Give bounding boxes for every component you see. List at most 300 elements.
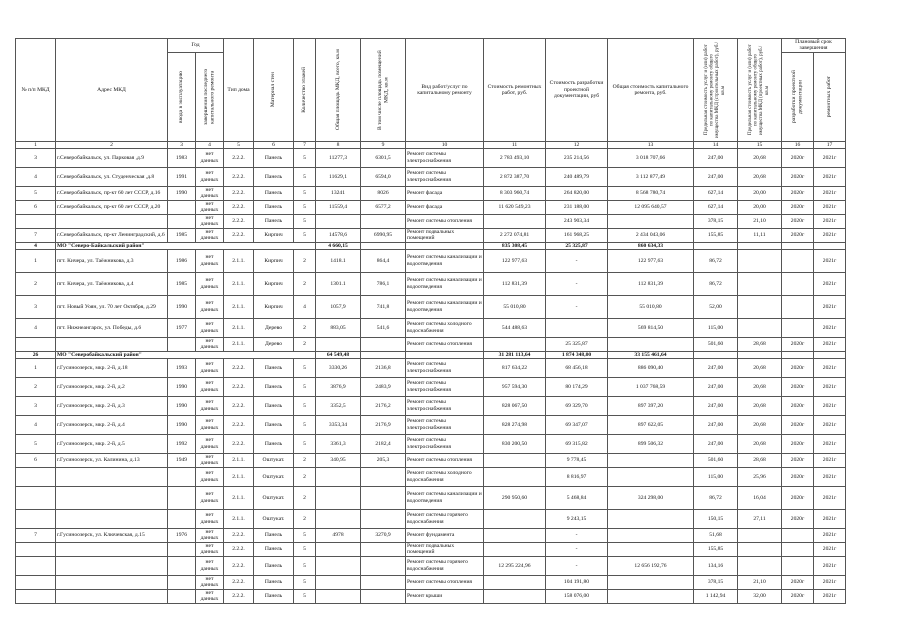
- row-living-area: [361, 556, 406, 575]
- table-row: [16, 377, 846, 396]
- row-work-type: Ремонт системы горячего водоснабжения: [406, 509, 484, 528]
- row-year-built: 1986: [168, 249, 196, 272]
- row-cost-repair: 8 303 960,74: [484, 186, 546, 200]
- row-address: г.Северобайкальск, пр-кт Ленинградский, д.6: [56, 228, 168, 242]
- row-work-type: Ремонт подвальных помещений: [406, 228, 484, 242]
- row-total-area: 3330,26: [316, 358, 361, 377]
- row-address: [56, 589, 168, 603]
- table-row: [16, 167, 846, 186]
- row-limit-design: 20,00: [738, 200, 782, 214]
- row-limit-cost: 247,00: [694, 377, 738, 396]
- row-living-area: [361, 486, 406, 509]
- row-plan-repair: 2021г: [814, 148, 846, 167]
- row-year-repair: нет данных: [196, 377, 224, 396]
- row-limit-design: 20,68: [738, 434, 782, 453]
- row-limit-design: [738, 272, 782, 295]
- row-limit-cost: 378,15: [694, 575, 738, 589]
- row-year-repair: нет данных: [196, 589, 224, 603]
- row-limit-design: 32,00: [738, 589, 782, 603]
- row-address: пгт. Нижнеангарск, ул. Победы, д.6: [56, 318, 168, 337]
- row-floors: 5: [294, 575, 316, 589]
- row-cost-repair: 2 783 493,10: [484, 148, 546, 167]
- row-cost-repair: 828 067,50: [484, 396, 546, 415]
- row-plan-repair: 2021г: [814, 200, 846, 214]
- row-cost-total: 569 814,50: [608, 318, 694, 337]
- row-address: [56, 556, 168, 575]
- row-plan-repair: 2021г: [814, 556, 846, 575]
- row-house-type: 2.1.1.: [224, 272, 254, 295]
- table-row: [16, 295, 846, 318]
- row-cost-repair: 112 831,39: [484, 272, 546, 295]
- row-limit-design: 28,68: [738, 453, 782, 467]
- row-total-area: 13241: [316, 186, 361, 200]
- column-number: 14: [694, 141, 738, 148]
- row-limit-cost: 378,15: [694, 214, 738, 228]
- row-plan-design: 2020г: [782, 337, 814, 351]
- row-wall-material: Панель: [254, 214, 294, 228]
- row-cost-repair: 2 872 387,70: [484, 167, 546, 186]
- column-numbers-row: [16, 141, 846, 148]
- row-house-type: 2.2.2.: [224, 542, 254, 556]
- row-cost-design: 240 489,79: [546, 167, 608, 186]
- row-limit-design: [738, 318, 782, 337]
- header-wall-material: Материал стен: [270, 72, 277, 108]
- section-num: 26: [16, 351, 56, 358]
- row-address: г.Гусиноозерск, мкр. 2-й, д.3: [56, 396, 168, 415]
- row-wall-material: Панель: [254, 528, 294, 542]
- row-year-repair: нет данных: [196, 167, 224, 186]
- row-work-type: Ремонт системы канализации и водоотведения: [406, 295, 484, 318]
- row-wall-material: Панель: [254, 148, 294, 167]
- row-cost-design: 69 315,82: [546, 434, 608, 453]
- row-work-type: Ремонт подвальных помещений: [406, 542, 484, 556]
- row-plan-design: 2020г: [782, 509, 814, 528]
- row-wall-material: Панель: [254, 415, 294, 434]
- row-wall-material: Панель: [254, 434, 294, 453]
- row-num: 2: [16, 272, 56, 295]
- row-floors: 5: [294, 214, 316, 228]
- row-plan-repair: 2021г: [814, 167, 846, 186]
- row-work-type: Ремонт системы канализации и водоотведения: [406, 486, 484, 509]
- row-year-built: [168, 337, 196, 351]
- section-rows-3: [16, 358, 846, 603]
- row-house-type: 2.2.2.: [224, 434, 254, 453]
- row-wall-material: Оштукат.: [254, 486, 294, 509]
- row-plan-repair: 2021г: [814, 318, 846, 337]
- row-cost-total: 3 018 707,66: [608, 148, 694, 167]
- row-total-area: [316, 337, 361, 351]
- section-num: 4: [16, 242, 56, 249]
- row-cost-total: [608, 337, 694, 351]
- row-wall-material: Панель: [254, 542, 294, 556]
- row-cost-design: -: [546, 272, 608, 295]
- row-num: 5: [16, 434, 56, 453]
- row-cost-design: 264 820,00: [546, 186, 608, 200]
- row-floors: 5: [294, 434, 316, 453]
- row-cost-repair: [484, 589, 546, 603]
- row-cost-repair: [484, 214, 546, 228]
- column-number: 11: [484, 141, 546, 148]
- row-cost-total: [608, 542, 694, 556]
- row-cost-total: 3 112 877,49: [608, 167, 694, 186]
- row-floors: 2: [294, 272, 316, 295]
- row-num: 7: [16, 228, 56, 242]
- row-address: пгт. Новый Уоян, ул. 70 лет Октября, д.29: [56, 295, 168, 318]
- row-limit-cost: 134,16: [694, 556, 738, 575]
- row-house-type: 2.1.1.: [224, 467, 254, 486]
- row-cost-total: [608, 214, 694, 228]
- row-living-area: 864,4: [361, 249, 406, 272]
- row-total-area: 1418.1: [316, 249, 361, 272]
- row-year-built: 1993: [168, 358, 196, 377]
- row-limit-design: 25,96: [738, 467, 782, 486]
- row-year-built: 1990: [168, 377, 196, 396]
- row-limit-cost: 115,00: [694, 318, 738, 337]
- row-work-type: Ремонт системы электроснабжения: [406, 377, 484, 396]
- row-plan-design: 2020г: [782, 453, 814, 467]
- section-area: 4 660,15: [316, 242, 361, 249]
- row-floors: 2: [294, 249, 316, 272]
- row-work-type: Ремонт фундамента: [406, 528, 484, 542]
- row-year-repair: нет данных: [196, 528, 224, 542]
- row-living-area: 541,6: [361, 318, 406, 337]
- row-limit-design: 28,68: [738, 337, 782, 351]
- row-year-built: 1990: [168, 295, 196, 318]
- header-cost-total: Общая стоимость капитального ремонта, руб.: [608, 39, 694, 142]
- row-living-area: [361, 589, 406, 603]
- row-floors: 5: [294, 186, 316, 200]
- column-number: 12: [546, 141, 608, 148]
- row-floors: 2: [294, 509, 316, 528]
- table-row: [16, 200, 846, 214]
- row-cost-total: 1 037 768,59: [608, 377, 694, 396]
- row-total-area: [316, 542, 361, 556]
- row-limit-design: 21,10: [738, 575, 782, 589]
- row-total-area: [316, 486, 361, 509]
- row-house-type: 2.2.2.: [224, 148, 254, 167]
- row-year-built: 1990: [168, 186, 196, 200]
- table-row: [16, 358, 846, 377]
- row-total-area: [316, 509, 361, 528]
- row-living-area: 2176,2: [361, 396, 406, 415]
- row-year-repair: нет данных: [196, 295, 224, 318]
- row-plan-repair: 2021г: [814, 396, 846, 415]
- row-house-type: 2.2.2.: [224, 528, 254, 542]
- table-row: [16, 186, 846, 200]
- row-limit-cost: 247,00: [694, 415, 738, 434]
- row-floors: 4: [294, 295, 316, 318]
- row-house-type: 2.1.1.: [224, 337, 254, 351]
- row-year-repair: нет данных: [196, 396, 224, 415]
- row-cost-repair: 122 977,63: [484, 249, 546, 272]
- row-plan-design: 2020г: [782, 200, 814, 214]
- row-cost-total: 886 090,40: [608, 358, 694, 377]
- row-limit-design: 20,68: [738, 167, 782, 186]
- row-living-area: [361, 467, 406, 486]
- row-year-repair: нет данных: [196, 509, 224, 528]
- row-house-type: 2.2.2.: [224, 228, 254, 242]
- row-year-repair: нет данных: [196, 200, 224, 214]
- row-year-built: [168, 200, 196, 214]
- row-wall-material: Кирпич: [254, 228, 294, 242]
- row-address: г.Гусиноозерск, мкр. 2-й, д.18: [56, 358, 168, 377]
- row-house-type: 2.2.2.: [224, 377, 254, 396]
- row-floors: 5: [294, 415, 316, 434]
- row-num: 3: [16, 295, 56, 318]
- row-num: 4: [16, 318, 56, 337]
- row-living-area: 6990,95: [361, 228, 406, 242]
- table-row: [16, 272, 846, 295]
- section-cost-repair: 835 308,45: [484, 242, 546, 249]
- row-year-repair: нет данных: [196, 575, 224, 589]
- header-plan-group: Плановый срок завершения: [782, 39, 846, 53]
- row-num: [16, 575, 56, 589]
- column-number: 1: [16, 141, 56, 148]
- column-number: 10: [406, 141, 484, 148]
- table-row: [16, 214, 846, 228]
- row-limit-cost: 86,72: [694, 486, 738, 509]
- row-year-built: [168, 575, 196, 589]
- table-row: [16, 249, 846, 272]
- row-num: 5: [16, 186, 56, 200]
- row-floors: 2: [294, 318, 316, 337]
- row-address: пгт. Кичера, ул. Таёжникова, д.3: [56, 249, 168, 272]
- row-year-built: [168, 556, 196, 575]
- row-num: 1: [16, 249, 56, 272]
- row-year-built: [168, 589, 196, 603]
- section-total-row: [16, 242, 846, 249]
- row-floors: 2: [294, 486, 316, 509]
- table-row: [16, 148, 846, 167]
- row-limit-cost: 627,14: [694, 200, 738, 214]
- row-plan-design: [782, 542, 814, 556]
- row-cost-repair: 544 488,63: [484, 318, 546, 337]
- header-num: № п/п МКД: [16, 39, 56, 142]
- row-address: [56, 575, 168, 589]
- header-house-type: Тип дома: [224, 39, 254, 142]
- row-house-type: 2.2.2.: [224, 415, 254, 434]
- row-address: г.Северобайкальск, пр-кт 60 лет СССР, д.16: [56, 186, 168, 200]
- row-wall-material: Оштукат.: [254, 509, 294, 528]
- header-plan-design: разработки проектной документации: [791, 70, 804, 124]
- row-num: 7: [16, 528, 56, 542]
- row-num: [16, 556, 56, 575]
- row-cost-total: 899 506,32: [608, 434, 694, 453]
- row-floors: 5: [294, 396, 316, 415]
- header-total-area: Общая площадь МКД, всего, кв.м: [334, 49, 341, 131]
- row-cost-design: -: [546, 556, 608, 575]
- row-year-built: [168, 214, 196, 228]
- row-living-area: 205,3: [361, 453, 406, 467]
- row-address: [56, 486, 168, 509]
- section-name: МО "Северо-Байкальский район": [56, 242, 316, 249]
- row-cost-repair: [484, 528, 546, 542]
- row-work-type: Ремонт системы электроснабжения: [406, 434, 484, 453]
- row-limit-cost: 247,00: [694, 167, 738, 186]
- header-cost-design: Стоимость разработки проектной документации, руб: [546, 39, 608, 142]
- row-plan-repair: 2021г: [814, 575, 846, 589]
- row-address: г.Гусиноозерск, ул. Калинина, д.13: [56, 453, 168, 467]
- row-total-area: 3876,9: [316, 377, 361, 396]
- header-floors: Количество этажей: [301, 67, 308, 113]
- row-total-area: 3353,34: [316, 415, 361, 434]
- row-plan-design: 2020г: [782, 228, 814, 242]
- row-cost-design: 8 816,97: [546, 467, 608, 486]
- row-total-area: 14578,6: [316, 228, 361, 242]
- row-year-repair: нет данных: [196, 467, 224, 486]
- row-limit-design: 16,04: [738, 486, 782, 509]
- row-address: г.Гусиноозерск, ул. Ключевская, д.15: [56, 528, 168, 542]
- row-cost-total: [608, 453, 694, 467]
- repair-program-table: [15, 38, 846, 604]
- row-year-built: 1990: [168, 396, 196, 415]
- row-num: 6: [16, 453, 56, 467]
- row-wall-material: Панель: [254, 186, 294, 200]
- row-wall-material: Кирпич: [254, 249, 294, 272]
- row-limit-cost: 627,14: [694, 186, 738, 200]
- row-living-area: 2483,9: [361, 377, 406, 396]
- row-cost-total: [608, 467, 694, 486]
- table-row: [16, 556, 846, 575]
- row-house-type: 2.1.1.: [224, 509, 254, 528]
- row-cost-repair: [484, 509, 546, 528]
- row-limit-design: 20,68: [738, 415, 782, 434]
- row-address: г.Северобайкальск, ул. Парковая ,д.9: [56, 148, 168, 167]
- row-plan-design: [782, 295, 814, 318]
- row-plan-design: 2020г: [782, 214, 814, 228]
- row-plan-design: 2020г: [782, 186, 814, 200]
- table-row: [16, 318, 846, 337]
- row-num: 2: [16, 377, 56, 396]
- row-wall-material: Панель: [254, 200, 294, 214]
- row-living-area: 6594,0: [361, 167, 406, 186]
- row-living-area: [361, 542, 406, 556]
- table-row: [16, 575, 846, 589]
- row-total-area: 1057,9: [316, 295, 361, 318]
- row-work-type: Ремонт фасада: [406, 186, 484, 200]
- row-cost-total: 112 831,39: [608, 272, 694, 295]
- row-limit-design: 20,68: [738, 358, 782, 377]
- row-year-repair: нет данных: [196, 358, 224, 377]
- row-cost-design: 104 191,80: [546, 575, 608, 589]
- row-plan-design: [782, 249, 814, 272]
- row-work-type: Ремонт системы канализации и водоотведения: [406, 249, 484, 272]
- row-address: г.Северобайкальск, ул. Студенческая ,д.8: [56, 167, 168, 186]
- section-cost-total: 860 634,33: [608, 242, 694, 249]
- row-cost-design: 69 329,70: [546, 396, 608, 415]
- row-house-type: 2.1.1.: [224, 486, 254, 509]
- row-floors: 5: [294, 528, 316, 542]
- row-floors: 5: [294, 200, 316, 214]
- row-plan-design: 2020г: [782, 467, 814, 486]
- row-floors: 5: [294, 167, 316, 186]
- table-row: [16, 396, 846, 415]
- row-year-built: 1985: [168, 272, 196, 295]
- row-year-built: 1983: [168, 148, 196, 167]
- row-floors: 5: [294, 589, 316, 603]
- row-total-area: [316, 575, 361, 589]
- row-living-area: [361, 575, 406, 589]
- table-row: [16, 486, 846, 509]
- row-limit-cost: 150,15: [694, 509, 738, 528]
- row-cost-total: [608, 509, 694, 528]
- column-number: 15: [738, 141, 782, 148]
- row-num: [16, 486, 56, 509]
- row-year-repair: нет данных: [196, 186, 224, 200]
- row-plan-repair: 2021г: [814, 528, 846, 542]
- column-number: 3: [168, 141, 196, 148]
- column-number: 5: [224, 141, 254, 148]
- row-wall-material: Панель: [254, 589, 294, 603]
- row-plan-repair: 2021г: [814, 377, 846, 396]
- row-living-area: 6301,5: [361, 148, 406, 167]
- section-rows-2: [16, 249, 846, 351]
- row-plan-repair: 2021г: [814, 358, 846, 377]
- row-plan-design: [782, 556, 814, 575]
- row-limit-design: [738, 542, 782, 556]
- row-year-repair: нет данных: [196, 249, 224, 272]
- section-total-row: [16, 351, 846, 358]
- table-row: [16, 453, 846, 467]
- row-address: [56, 214, 168, 228]
- row-limit-design: [738, 528, 782, 542]
- row-cost-repair: 11 620 549,23: [484, 200, 546, 214]
- row-cost-total: 55 010,80: [608, 295, 694, 318]
- row-house-type: 2.2.2.: [224, 575, 254, 589]
- row-house-type: 2.1.1.: [224, 295, 254, 318]
- row-limit-cost: 247,00: [694, 434, 738, 453]
- row-living-area: 786,1: [361, 272, 406, 295]
- row-cost-design: 9 243,15: [546, 509, 608, 528]
- column-number: 8: [316, 141, 361, 148]
- row-house-type: 2.2.2.: [224, 396, 254, 415]
- row-num: 3: [16, 396, 56, 415]
- row-house-type: 2.2.2.: [224, 214, 254, 228]
- column-number: 4: [196, 141, 224, 148]
- row-plan-repair: 2021г: [814, 337, 846, 351]
- row-limit-design: [738, 295, 782, 318]
- row-work-type: Ремонт системы отопления: [406, 453, 484, 467]
- row-plan-design: 2020г: [782, 575, 814, 589]
- row-num: 3: [16, 148, 56, 167]
- row-address: г.Северобайкальск, пр-кт 60 лет СССР, д.20: [56, 200, 168, 214]
- row-cost-repair: 290 950,60: [484, 486, 546, 509]
- row-floors: 5: [294, 358, 316, 377]
- row-year-repair: нет данных: [196, 272, 224, 295]
- row-cost-repair: [484, 575, 546, 589]
- row-cost-repair: 2 272 074,81: [484, 228, 546, 242]
- row-floors: 2: [294, 337, 316, 351]
- row-house-type: 2.2.2.: [224, 186, 254, 200]
- table-row: [16, 528, 846, 542]
- row-num: [16, 542, 56, 556]
- row-limit-design: [738, 249, 782, 272]
- row-plan-design: 2020г: [782, 148, 814, 167]
- row-year-repair: нет данных: [196, 453, 224, 467]
- row-total-area: [316, 467, 361, 486]
- row-cost-design: 5 468,84: [546, 486, 608, 509]
- row-total-area: [316, 589, 361, 603]
- row-limit-cost: 115,00: [694, 467, 738, 486]
- row-plan-repair: 2021г: [814, 295, 846, 318]
- header-plan-repair: ремонтных работ: [826, 76, 833, 118]
- row-plan-repair: 2021г: [814, 434, 846, 453]
- row-plan-design: 2020г: [782, 434, 814, 453]
- row-work-type: Ремонт системы электроснабжения: [406, 415, 484, 434]
- row-year-repair: нет данных: [196, 318, 224, 337]
- row-cost-total: 8 568 780,74: [608, 186, 694, 200]
- row-total-area: 1301.1: [316, 272, 361, 295]
